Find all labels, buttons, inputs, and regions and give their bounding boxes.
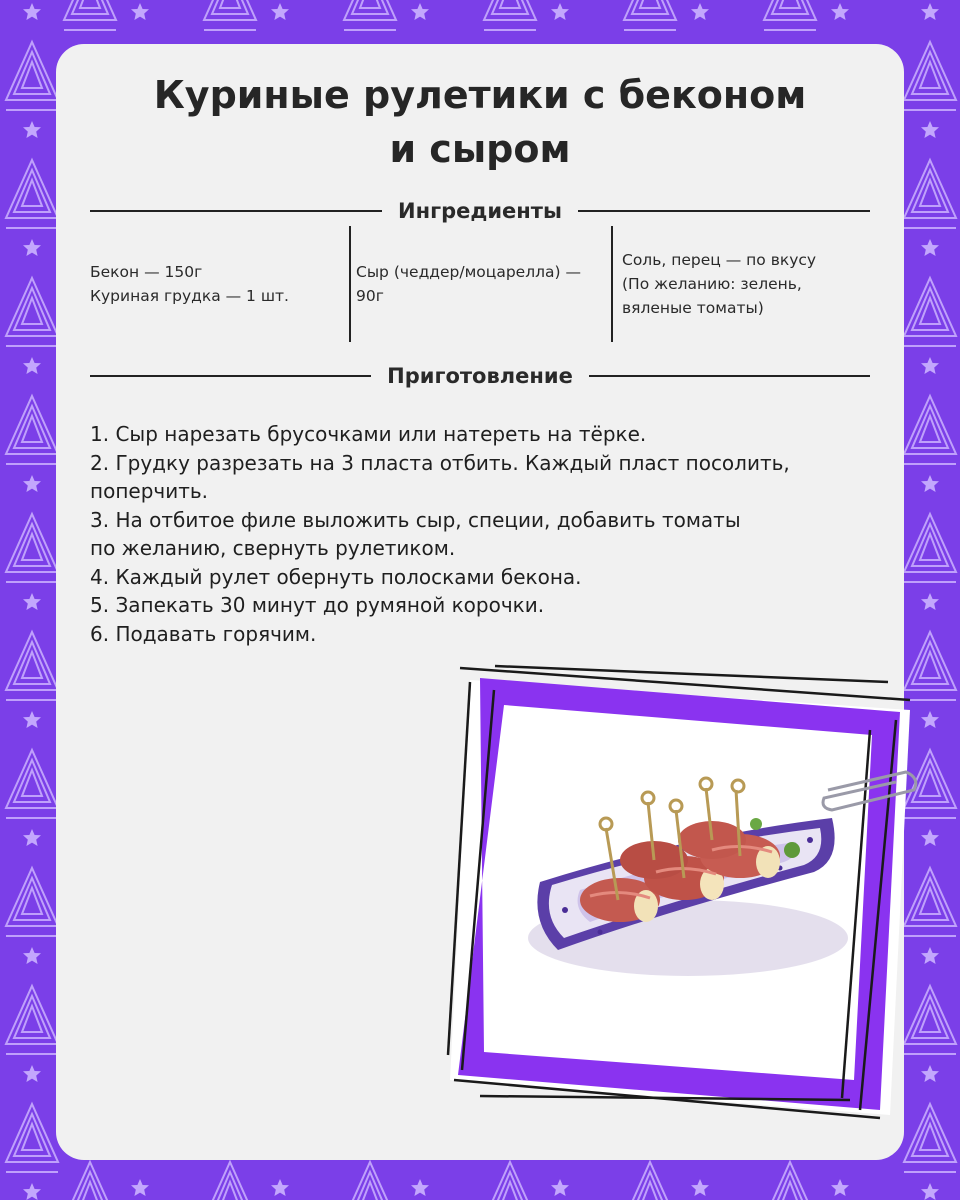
ingredient-item: Сыр (чеддер/моцарелла) —	[356, 263, 581, 281]
step-line: 6. Подавать горячим.	[90, 621, 317, 646]
ingredients-heading	[90, 196, 870, 226]
star-icon	[921, 1183, 939, 1200]
divider-line	[589, 375, 870, 377]
star-icon	[831, 1179, 849, 1196]
triangle-pattern-icon	[6, 632, 58, 700]
star-icon	[691, 3, 709, 20]
triangle-pattern-icon	[204, 1162, 256, 1200]
ingredient-item: Бекон — 150г	[90, 263, 203, 281]
divider-line	[90, 375, 371, 377]
star-icon	[23, 475, 41, 492]
triangle-pattern-icon	[344, 0, 396, 30]
ingredients-column-3	[622, 226, 870, 342]
star-icon	[23, 357, 41, 374]
ingredients-heading-label: Ингредиенты	[398, 199, 562, 223]
divider-line	[578, 210, 870, 212]
step-line: 4. Каждый рулет обернуть полосками бекона.	[90, 564, 582, 589]
ingredient-item: Куриная грудка — 1 шт.	[90, 287, 289, 305]
star-icon	[921, 1065, 939, 1082]
dish-photo	[440, 660, 920, 1130]
star-icon	[921, 239, 939, 256]
star-icon	[921, 475, 939, 492]
preparation-steps	[90, 420, 880, 648]
triangle-pattern-icon	[6, 986, 58, 1054]
triangle-pattern-icon	[344, 1162, 396, 1200]
star-icon	[551, 1179, 569, 1196]
triangle-pattern-icon	[764, 0, 816, 30]
triangle-pattern-icon	[6, 868, 58, 936]
star-icon	[23, 239, 41, 256]
preparation-heading	[90, 361, 870, 391]
step-line: 1. Сыр нарезать брусочками или натереть на тёрке.	[90, 422, 647, 446]
triangle-pattern-icon	[764, 1162, 816, 1200]
step-line: поперчить.	[90, 479, 208, 503]
ingredient-item: (По желанию: зелень,	[622, 275, 802, 293]
triangle-pattern-icon	[64, 1162, 116, 1200]
triangle-pattern-icon	[204, 0, 256, 30]
star-icon	[551, 3, 569, 20]
star-icon	[23, 593, 41, 610]
star-icon	[271, 1179, 289, 1196]
step-line: 5. Запекать 30 минут до румяной корочки.	[90, 593, 545, 617]
star-icon	[23, 829, 41, 846]
ingredient-item: 90г	[356, 287, 384, 305]
preparation-heading-label: Приготовление	[387, 364, 573, 388]
triangle-pattern-icon	[64, 0, 116, 30]
triangle-pattern-icon	[624, 0, 676, 30]
star-icon	[921, 711, 939, 728]
star-icon	[23, 3, 41, 20]
triangle-pattern-icon	[6, 1104, 58, 1172]
star-icon	[921, 593, 939, 610]
star-icon	[23, 1065, 41, 1082]
triangle-pattern-icon	[904, 278, 956, 346]
step-line: 3. На отбитое филе выложить сыр, специи, добавить томаты	[90, 507, 741, 532]
ingredient-item: вяленые томаты)	[622, 299, 764, 317]
triangle-pattern-icon	[484, 1162, 536, 1200]
triangle-pattern-icon	[6, 396, 58, 464]
recipe-title	[0, 68, 960, 176]
star-icon	[23, 711, 41, 728]
star-icon	[691, 1179, 709, 1196]
title-line-2: и сыром	[389, 127, 571, 171]
star-icon	[831, 3, 849, 20]
triangle-pattern-icon	[6, 278, 58, 346]
triangle-pattern-icon	[484, 0, 536, 30]
column-divider	[349, 226, 351, 342]
ingredient-item: Соль, перец — по вкусу	[622, 251, 817, 269]
triangle-pattern-icon	[6, 514, 58, 582]
divider-line	[90, 210, 382, 212]
star-icon	[131, 3, 149, 20]
step-line: 2. Грудку разрезать на 3 пласта отбить. Каждый пласт посолить,	[90, 450, 790, 475]
star-icon	[131, 1179, 149, 1196]
step-line: по желанию, свернуть рулетиком.	[90, 536, 456, 560]
star-icon	[411, 1179, 429, 1196]
star-icon	[271, 3, 289, 20]
star-icon	[23, 1183, 41, 1200]
title-line-1: Куриные рулетики с беконом	[153, 73, 807, 117]
ingredients-table	[90, 226, 870, 342]
star-icon	[921, 357, 939, 374]
star-icon	[411, 3, 429, 20]
triangle-pattern-icon	[6, 750, 58, 818]
triangle-pattern-icon	[904, 396, 956, 464]
column-divider	[611, 226, 613, 342]
star-icon	[921, 947, 939, 964]
ingredients-column-1	[90, 226, 348, 342]
star-icon	[23, 947, 41, 964]
ingredients-column-2	[356, 226, 608, 342]
star-icon	[921, 3, 939, 20]
triangle-pattern-icon	[624, 1162, 676, 1200]
triangle-pattern-icon	[904, 514, 956, 582]
star-icon	[921, 829, 939, 846]
